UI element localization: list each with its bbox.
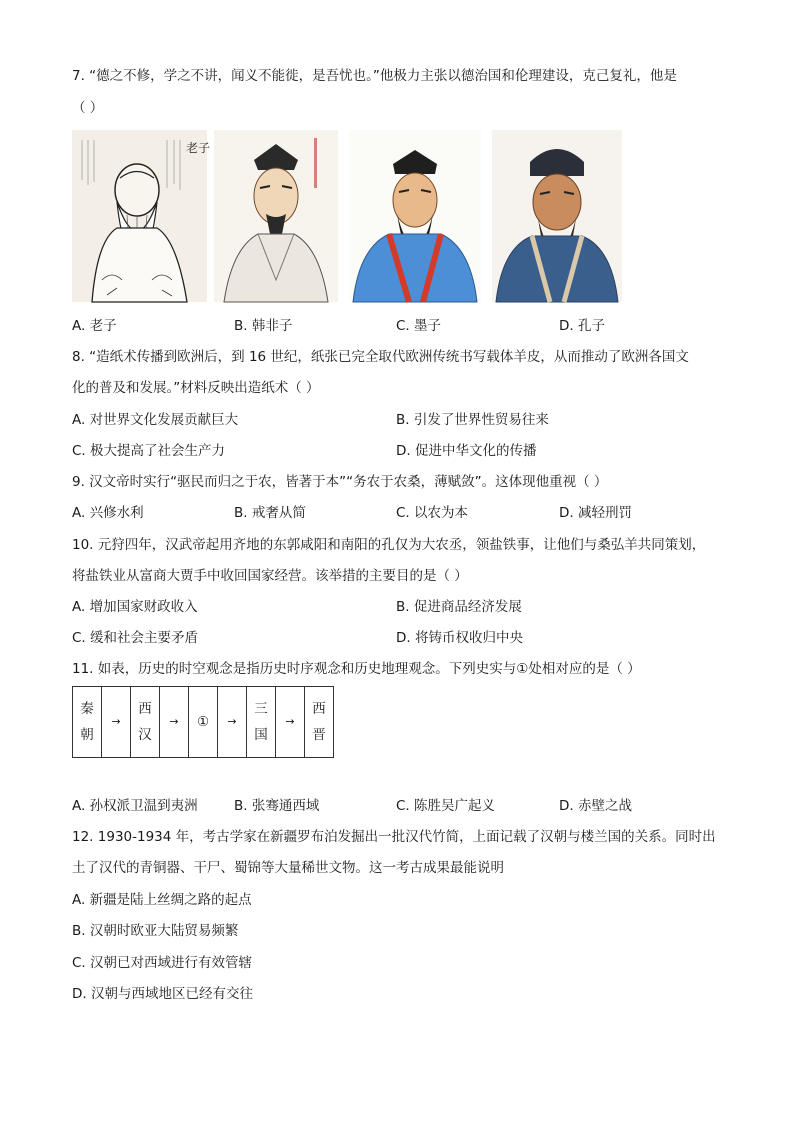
q10-option-d[interactable]: D. 将铸币权收归中央 <box>396 630 523 646</box>
q8-option-a[interactable]: A. 对世界文化发展贡献巨大 <box>72 412 239 428</box>
q10-option-c[interactable]: C. 缓和社会主要矛盾 <box>72 630 199 646</box>
q9-option-b[interactable]: B. 戒奢从简 <box>234 505 306 521</box>
q8-options-row1 <box>72 410 732 430</box>
timeline-arrow: → <box>218 687 247 758</box>
timeline-arrow: → <box>276 687 305 758</box>
q8-option-d[interactable]: D. 促进中华文化的传播 <box>396 443 537 459</box>
q10-options-row1 <box>72 597 732 617</box>
q8-option-c[interactable]: C. 极大提高了社会生产力 <box>72 443 226 459</box>
q11-option-b[interactable]: B. 张骞通西域 <box>234 798 320 814</box>
q7-option-d[interactable]: D. 孔子 <box>559 318 605 334</box>
q10-option-b[interactable]: B. 促进商品经济发展 <box>396 599 522 615</box>
q11-option-a[interactable]: A. 孙权派卫温到夷洲 <box>72 798 198 814</box>
q10-option-a[interactable]: A. 增加国家财政收入 <box>72 599 198 615</box>
q8-stem-line2: 化的普及和发展。”材料反映出造纸术（ ） <box>72 380 320 396</box>
q12-stem-line1: 12. 1930-1934 年，考古学家在新疆罗布泊发掘出一批汉代竹简，上面记载了汉朝与楼兰国的关系。同时出 <box>72 829 716 845</box>
q10-options-row2 <box>72 628 732 648</box>
q11-options <box>72 796 732 816</box>
portrait-kongzi <box>492 130 622 302</box>
q8-stem-line1: 8. “造纸术传播到欧洲后，到 16 世纪，纸张已完全取代欧洲传统书写载体羊皮，从而推动了欧洲各国文 <box>72 349 689 365</box>
portrait-laozi <box>72 130 211 302</box>
q8-option-b[interactable]: B. 引发了世界性贸易往来 <box>396 412 549 428</box>
timeline-table <box>72 686 334 758</box>
q7-stem-line2: （ ） <box>72 100 104 116</box>
portrait1-caption: 老子 <box>186 141 211 155</box>
q11-stem: 11. 如表，历史的时空观念是指历史时序观念和历史地理观念。下列史实与①处相对应的是（ ） <box>72 661 641 677</box>
q7-option-b[interactable]: B. 韩非子 <box>234 318 293 334</box>
timeline-cell-blank: ① <box>189 687 218 758</box>
q9-options <box>72 503 732 523</box>
q7-option-a[interactable]: A. 老子 <box>72 318 117 334</box>
q9-option-c[interactable]: C. 以农为本 <box>396 505 469 521</box>
q11-option-c[interactable]: C. 陈胜吴广起义 <box>396 798 496 814</box>
q7-option-c[interactable]: C. 墨子 <box>396 318 442 334</box>
q9-option-a[interactable]: A. 兴修水利 <box>72 505 144 521</box>
timeline-cell-xihan: 西 汉 <box>131 687 160 758</box>
q12-option-b[interactable]: B. 汉朝时欧亚大陆贸易频繁 <box>72 923 239 939</box>
q12-stem-line2: 土了汉代的青铜器、干尸、蜀锦等大量稀世文物。这一考古成果最能说明 <box>72 860 504 876</box>
timeline-cell-qin: 秦 朝 <box>73 687 102 758</box>
q12-option-c[interactable]: C. 汉朝已对西域进行有效管辖 <box>72 955 253 971</box>
q12-option-a[interactable]: A. 新疆是陆上丝绸之路的起点 <box>72 892 252 908</box>
q8-options-row2 <box>72 441 732 461</box>
q7-stem-line1: 7. “德之不修，学之不讲，闻义不能徙，是吾忧也。”他极力主张以德治国和伦理建设，克己复礼，他是 <box>72 68 677 84</box>
timeline-arrow: → <box>102 687 131 758</box>
q10-stem-line1: 10. 元狩四年，汉武帝起用齐地的东郭咸阳和南阳的孔仅为大农丞，领盐铁事，让他们与桑弘羊共同策划， <box>72 537 706 553</box>
portrait-mozi <box>349 130 481 302</box>
q10-stem-line2: 将盐铁业从富商大贾手中收回国家经营。该举措的主要目的是（ ） <box>72 568 468 584</box>
q9-stem: 9. 汉文帝时实行“驱民而归之于农，皆著于本”“务农于农桑，薄赋敛”。这体现他重视（ ） <box>72 474 608 490</box>
q12-option-d[interactable]: D. 汉朝与西域地区已经有交往 <box>72 986 253 1002</box>
q9-option-d[interactable]: D. 减轻刑罚 <box>559 505 632 521</box>
q7-options <box>72 316 732 336</box>
q11-option-d[interactable]: D. 赤壁之战 <box>559 798 632 814</box>
timeline-cell-xijin: 西 晋 <box>305 687 334 758</box>
timeline-arrow: → <box>160 687 189 758</box>
portrait-hanfeizi <box>214 130 338 302</box>
timeline-cell-sanguo: 三 国 <box>247 687 276 758</box>
